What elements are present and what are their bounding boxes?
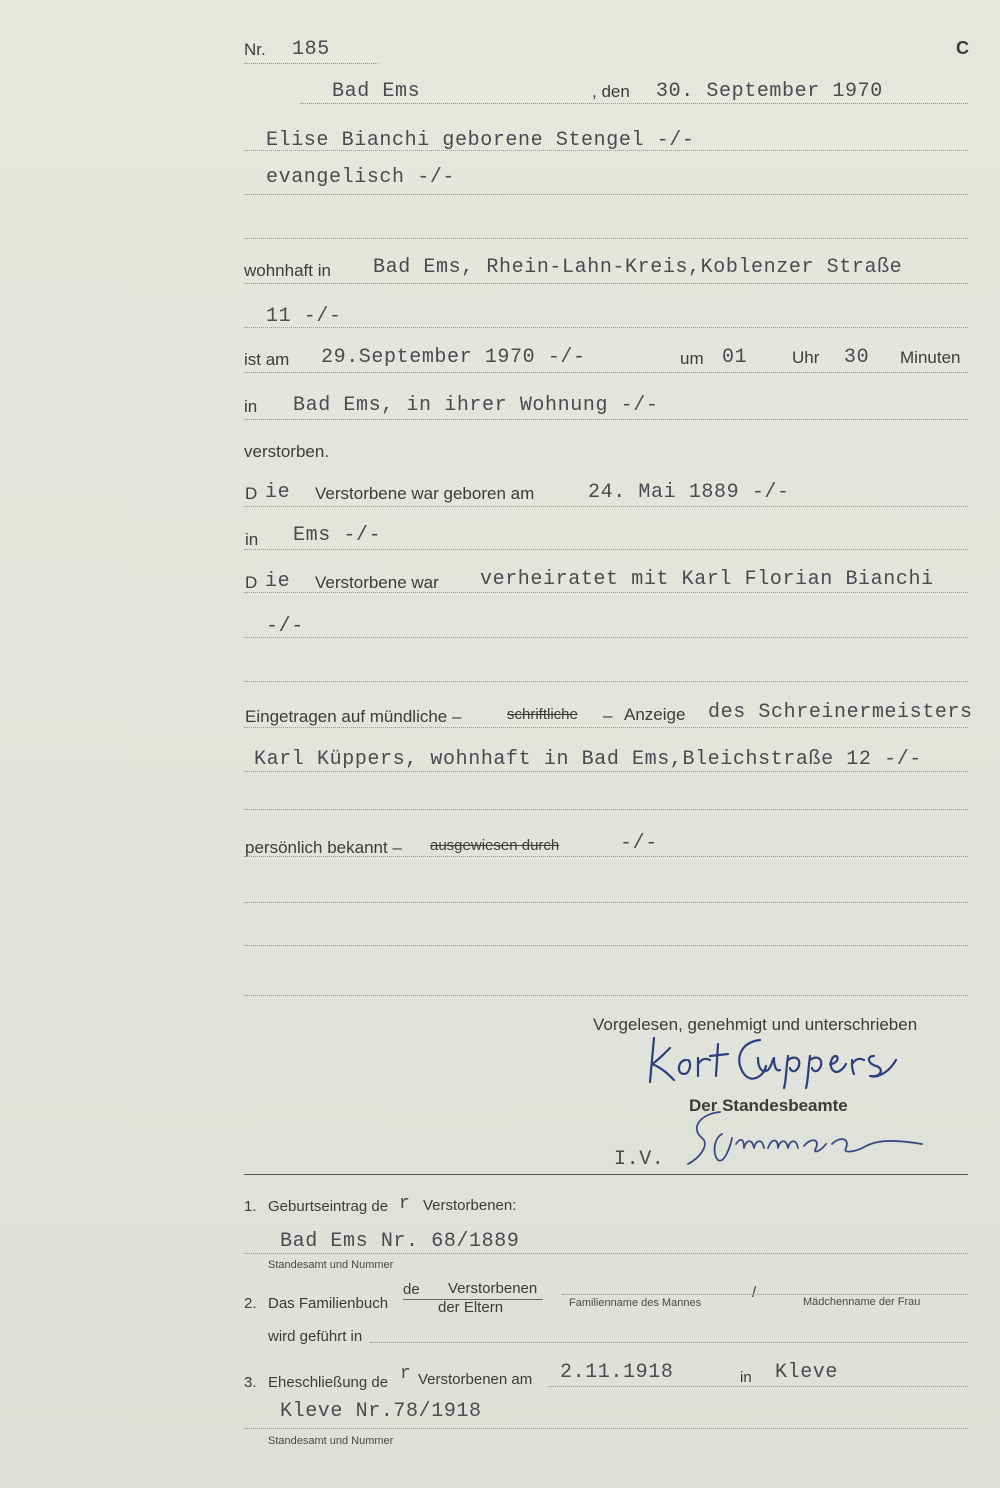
note-3-label-a: Eheschließung de [268,1374,389,1391]
birth-ie-typed: ie [265,481,291,504]
nr-line [244,63,378,64]
registration-dash: – [603,706,613,725]
note-2-label: Das Familienbuch [268,1295,389,1312]
note-2-number: 2. [244,1295,257,1312]
marriage-register-value: Kleve Nr.78/1918 [280,1400,482,1423]
bekannt-label: persönlich bekannt – [245,838,402,857]
in-label: in [244,397,258,416]
iv-label: I.V. [614,1148,665,1171]
official-signature-icon [660,1108,940,1172]
section-divider [244,1174,968,1175]
form-letter: C [956,38,969,58]
blank-line-2 [244,681,968,682]
blank-line-6 [244,995,968,996]
nr-value: 185 [292,38,330,61]
birth-label: Verstorbene war geboren am [315,484,535,503]
marital-status: verheiratet mit Karl Florian Bianchi [480,568,934,591]
note-2-opt-de: de [403,1281,420,1298]
informant-signature-icon [640,1030,910,1090]
address-line-2: 11 -/- [266,305,342,328]
note-3-number: 3. [244,1374,257,1391]
birth-date: 24. Mai 1889 -/- [588,481,790,504]
religion: evangelisch -/- [266,166,456,189]
ausgewiesen-struck: ausgewiesen durch [430,837,560,854]
birth-place-line [244,549,968,550]
informant-line: Karl Küppers, wohnhaft in Bad Ems,Bleichstraße 12 -/- [254,748,922,771]
address-line-2-rule [244,327,968,328]
note-1-typed-r: r [399,1194,411,1214]
official-label: Der Standesbeamte [689,1096,848,1115]
note-2-opt-verstorbenen: Verstorbenen [448,1280,538,1297]
note-2-slash: / [752,1284,757,1301]
eingetragen-label: Eingetragen auf mündliche – [245,707,462,726]
address-line-1-rule [244,283,968,284]
bekannt-value: -/- [620,832,658,855]
death-place-line [244,419,968,420]
place-value: Bad Ems [332,80,421,103]
note-2-caption-woman: Mädchenname der Frau [803,1296,921,1308]
birth-place: Ems -/- [293,524,382,547]
death-minutes: 30 [844,346,870,369]
wohnhaft-label: wohnhaft in [244,261,331,280]
birth-line [244,506,968,507]
read-approved-label: Vorgelesen, genehmigt und unterschrieben [593,1015,918,1034]
note-3-caption: Standesamt und Nummer [268,1435,394,1447]
note-2-caption-man: Familienname des Mannes [569,1297,702,1309]
note-3-in-label: in [740,1369,752,1386]
note-2-name-line [562,1294,968,1295]
marital-continuation: -/- [266,615,304,638]
date-line [300,103,968,104]
um-label: um [680,349,704,368]
marital-label: Verstorbene war [315,573,439,592]
religion-line [244,194,968,195]
den-label: , den [592,82,630,101]
marital-d-label: D [245,573,258,592]
note-1-label-b: Verstorbenen: [423,1197,517,1214]
marital-line [244,592,968,593]
death-hour: 01 [722,346,748,369]
issue-date: 30. September 1970 [656,80,883,103]
death-place: Bad Ems, in ihrer Wohnung -/- [293,394,659,417]
note-1-line [244,1253,968,1254]
note-3-register-line [244,1428,968,1429]
marital-ie-typed: ie [265,570,291,593]
address-line-1: Bad Ems, Rhein-Lahn-Kreis,Koblenzer Straße [373,256,903,279]
note-2-wird-line [370,1342,968,1343]
name-line [244,150,968,151]
blank-line-5 [244,945,968,946]
blank-line-3 [244,809,968,810]
minuten-label: Minuten [900,348,961,367]
birth-register-value: Bad Ems Nr. 68/1889 [280,1230,520,1253]
marriage-place: Kleve [775,1361,839,1384]
birth-d-label: D [245,484,258,503]
note-3-label-b: Verstorbenen am [418,1371,533,1388]
bekannt-line [244,856,968,857]
schriftliche-struck: schriftliche [507,706,578,723]
informant-title: des Schreinermeisters [708,701,973,724]
marital-continuation-line [244,637,968,638]
registration-line [244,727,968,728]
note-2-opt-eltern: der Eltern [438,1299,504,1316]
note-1-label-a: Geburtseintrag de [268,1198,389,1215]
note-3-typed-r: r [400,1364,412,1384]
ist-am-label: ist am [244,350,290,369]
blank-line-4 [244,902,968,903]
birth-in-label: in [245,530,259,549]
deceased-name: Elise Bianchi geborene Stengel -/- [266,129,695,152]
anzeige-label: Anzeige [624,705,686,724]
death-date-line [244,372,968,373]
note-1-caption: Standesamt und Nummer [268,1259,394,1271]
death-date: 29.September 1970 -/- [321,346,586,369]
nr-label: Nr. [244,40,266,59]
informant-rule [244,771,968,772]
blank-line [244,238,968,239]
note-2-wird-label: wird geführt in [268,1328,363,1345]
note-1-number: 1. [244,1198,257,1215]
marriage-date: 2.11.1918 [560,1361,674,1384]
note-3-line [548,1386,968,1387]
verstorben-label: verstorben. [244,442,330,461]
uhr-label: Uhr [792,348,820,367]
